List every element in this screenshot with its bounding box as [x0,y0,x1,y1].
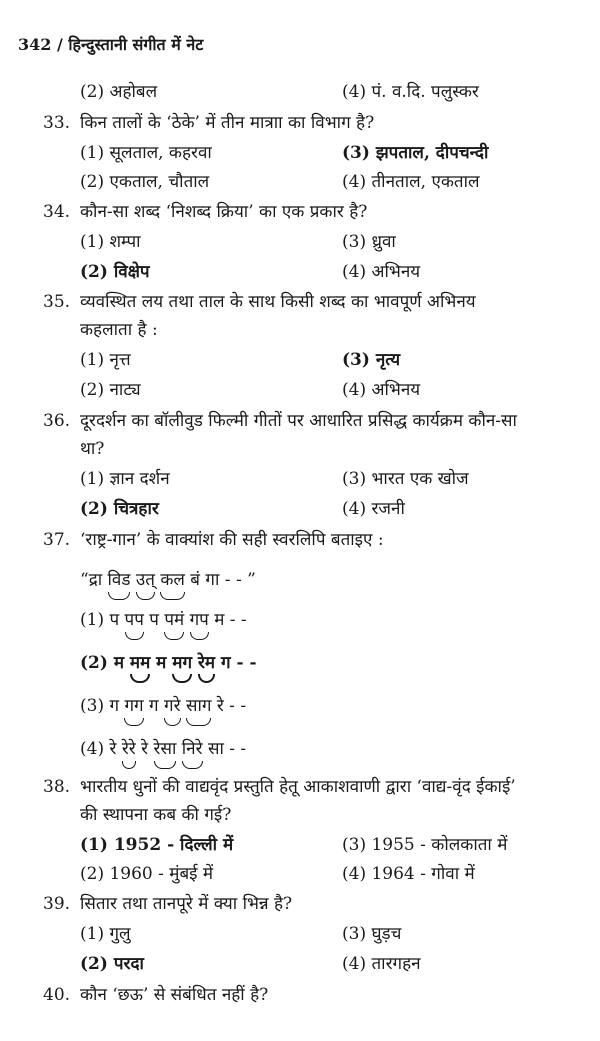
opt2-slur-1: मम [130,649,150,677]
q37-phrase [80,566,256,594]
q34-text: कौन-सा शब्द ‘निशब्द क्रिया’ का एक प्रकार है? [80,202,368,222]
q34-option-4: (4) अभिनय [342,262,421,282]
opt4-slur-1: रेरे [122,735,136,763]
q35-option-3-answer: (3) नृत्य [342,350,401,370]
q38-text-line-1: भारतीय धुनों की वाद्यवृंद प्रस्तुति हेतू आकाशवाणी द्वारा ‘वाद्य-वृंद ईकाई’ [80,777,516,797]
q33-option-1: (1) सूलताल, कहरवा [80,143,212,163]
q35-text-line-2: कहलाता है : [80,320,158,340]
q37-option-1 [80,606,247,634]
q33-option-2: (2) एकताल, चौताल [80,172,210,192]
phrase-slur-3: कल [160,566,185,594]
opt3-gap-1: ग [143,696,165,716]
opt4-slur-3: निरे [182,735,203,763]
opt4-prefix: (4) रे [80,739,122,759]
q36-text-line-2: था? [80,439,105,459]
q36-text-line-1: दूरदर्शन का बॉलीवुड फिल्मी गीतों पर आधारित प्रसिद्ध कार्यक्रम कौन-सा [80,411,517,431]
q36-option-4: (4) रजनी [342,499,405,519]
opt1-gap-1: प [143,610,165,630]
opt4-suffix: सा - - [202,739,247,759]
q32-option-2: (2) अहोबल [80,82,158,102]
opt2-prefix: (2) म [80,653,130,673]
phrase-slur-1: विड [108,566,131,594]
q33-option-4: (4) तीनताल, एकताल [342,172,480,192]
q39-option-1: (1) गुलु [80,924,131,944]
q39-number: 39. [43,894,71,914]
q39-option-2-answer: (2) परदा [80,954,144,974]
opt3-prefix: (3) ग [80,696,125,716]
q33-option-3-answer: (3) झपताल, दीपचन्दी [342,143,489,163]
opt2-suffix: ग - - [215,653,257,673]
opt3-suffix: रे - - [211,696,247,716]
q37-option-4 [80,735,246,763]
q40-number: 40. [43,985,71,1005]
q38-option-4: (4) 1964 - गोवा में [342,864,475,884]
opt1-slur-3: गप [190,606,209,634]
q37-number: 37. [43,530,71,550]
q36-number: 36. [43,411,71,431]
q37-option-2-answer [80,649,257,677]
q36-option-1: (1) ज्ञान दर्शन [80,469,170,489]
q39-option-3: (3) घुड़च [342,924,402,944]
q32-option-4: (4) पं. व.दि. पलुस्कर [342,82,479,102]
q38-option-3: (3) 1955 - कोलकाता में [342,835,508,855]
opt1-suffix: म - - [208,610,247,630]
q34-option-2-answer: (2) विक्षेप [80,262,150,282]
q36-option-3: (3) भारत एक खोज [342,469,469,489]
phrase-open: “द्रा [80,570,108,590]
q35-text-line-1: व्यवस्थित लय तथा ताल के साथ किसी शब्द का भावपूर्ण अभिनय [80,292,476,312]
q33-text: किन तालों के ‘ठेके’ में तीन मात्राा का विभाग है? [80,113,375,133]
page-header: 342 / हिन्दुस्तानी संगीत में नेट [18,35,204,54]
q38-number: 38. [43,777,71,797]
q35-option-4: (4) अभिनय [342,380,421,400]
q33-number: 33. [43,113,71,133]
q35-number: 35. [43,292,71,312]
q39-option-4: (4) तारगहन [342,954,421,974]
opt2-slur-3: रेम [198,649,215,677]
opt1-slur-2: पमं [164,606,184,634]
q37-option-3 [80,692,246,720]
q35-option-2: (2) नाट्य [80,380,141,400]
q39-text: सितार तथा तानपूरे में क्या भिन्न है? [80,894,293,914]
q35-option-1: (1) नृत्त [80,350,131,370]
q38-text-line-2: की स्थापना कब की गई? [80,805,232,825]
q34-option-1: (1) शम्पा [80,232,141,252]
q34-number: 34. [43,202,71,222]
phrase-close: बं गा - - ” [184,570,256,590]
phrase-slur-2: उत् [136,566,155,594]
opt1-prefix: (1) प [80,610,125,630]
opt3-slur-2: गरे [164,692,181,720]
opt2-gap-1: म [150,653,173,673]
opt1-slur-1: पप [125,606,144,634]
q36-option-2-answer: (2) चित्रहार [80,499,159,519]
opt3-slur-1: गग [124,692,143,720]
q38-option-2: (2) 1960 - मुंबई में [80,864,214,884]
opt4-gap-1: रे [135,739,154,759]
q34-option-3: (3) ध्रुवा [342,232,396,252]
opt2-slur-2: मग [172,649,192,677]
q37-text: ‘राष्ट्र-गान’ के वाक्यांश की सही स्वरलिपि बताइए : [80,530,384,550]
q40-text: कौन ‘छऊ’ से संबंधित नहीं है? [80,985,269,1005]
q38-option-1-answer: (1) 1952 - दिल्ली में [80,835,234,855]
opt4-slur-2: रेसा [154,735,177,763]
opt3-slur-3: साग [186,692,211,720]
